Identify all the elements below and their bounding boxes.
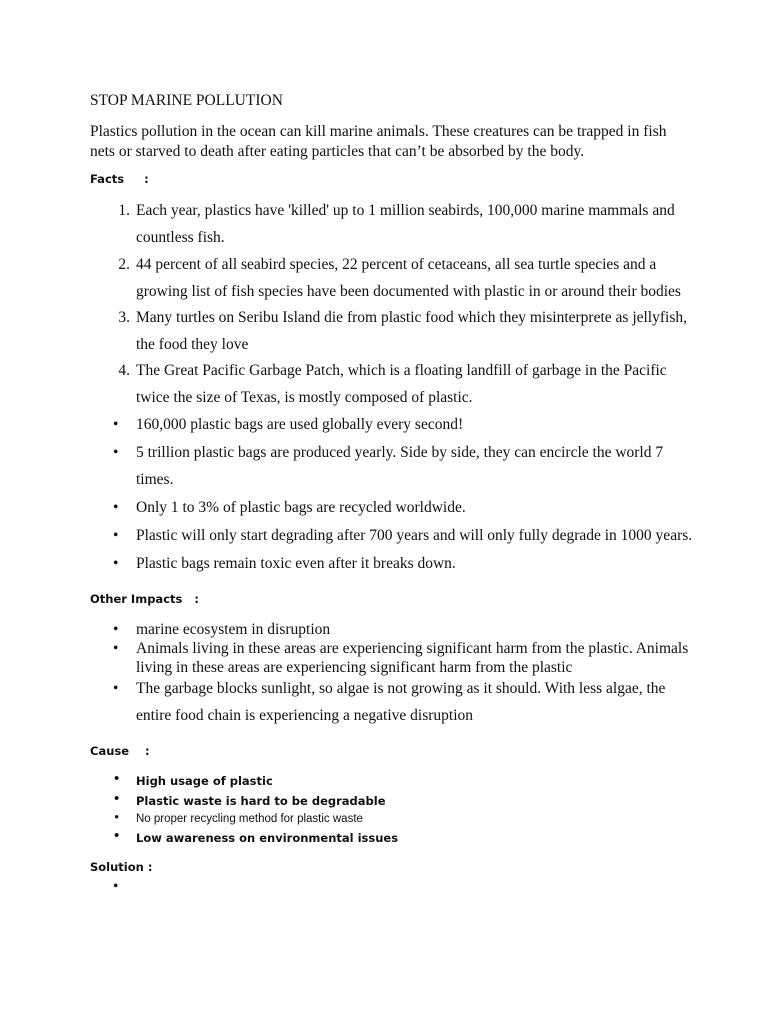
impact-item-1 — [113, 620, 696, 639]
bullet-icon: • — [113, 444, 119, 461]
fact-item-3 — [118, 304, 696, 358]
intro-paragraph: Plastics pollution in the ocean can kill marine animals. These creatures can be trapped in fish nets or starved to death after eating particles that can’t be absorbed by the body. — [90, 123, 667, 160]
fact-bullet-5 — [113, 550, 696, 577]
fact-bullet-1 — [113, 411, 696, 438]
cause-heading: Cause : — [90, 744, 150, 758]
bullet-icon: • — [113, 640, 119, 657]
fact-text: Many turtles on Seribu Island die from plastic food which they misinterprete as jellyfish, the food they love — [136, 309, 687, 353]
bullet-icon: • — [113, 499, 119, 516]
fact-item-4 — [118, 357, 696, 411]
bullet-text: High usage of plastic — [136, 774, 273, 788]
fact-text: The Great Pacific Garbage Patch, which is a floating landfill of garbage in the Pacific twice the size of Texas, is mostly composed of plastic. — [136, 362, 667, 406]
fact-text: Each year, plastics have 'killed' up to 1 million seabirds, 100,000 marine mammals and countless fish. — [136, 202, 675, 246]
other-impacts-heading: Other Impacts : — [90, 592, 199, 606]
facts-heading: Facts : — [90, 172, 149, 186]
bullet-text: Low awareness on environmental issues — [136, 831, 399, 845]
bullet-icon: • — [114, 810, 120, 826]
fact-bullet-3 — [113, 494, 696, 521]
bullet-icon: • — [113, 680, 119, 697]
fact-item-2 — [118, 251, 696, 305]
cause-item-4 — [114, 828, 399, 845]
bullet-icon: • — [114, 771, 120, 787]
bullet-text: No proper recycling method for plastic waste — [136, 813, 363, 825]
cause-item-2 — [114, 791, 386, 808]
bullet-icon: • — [114, 828, 120, 844]
fact-bullet-4 — [113, 522, 696, 549]
fact-bullet-2 — [113, 439, 696, 493]
bullet-text: The garbage blocks sunlight, so algae is not growing as it should. With less algae, the entire food chain is experiencing a negative disruption — [136, 680, 666, 724]
bullet-icon: • — [113, 555, 119, 572]
bullet-icon: • — [113, 416, 119, 433]
bullet-text: marine ecosystem in disruption — [136, 621, 331, 638]
list-number: 4. — [118, 362, 130, 379]
bullet-icon: • — [113, 527, 119, 544]
bullet-text: Plastic will only start degrading after 700 years and will only fully degrade in 1000 years. — [136, 527, 693, 544]
list-number: 2. — [118, 256, 130, 273]
solution-heading: Solution : — [90, 860, 153, 874]
fact-text: 44 percent of all seabird species, 22 percent of cetaceans, all sea turtle species and a growing list of fish species have been documented with plastic in or around their bodies — [136, 256, 681, 300]
cause-item-3 — [114, 810, 363, 826]
bullet-text: Animals living in these areas are experiencing significant harm from the plastic. Animals living in these areas are experiencing significant harm from the plastic — [136, 640, 689, 676]
bullet-text: 5 trillion plastic bags are produced yearly. Side by side, they can encircle the world 7 times. — [136, 444, 664, 488]
document-title: STOP MARINE POLLUTION — [90, 92, 283, 109]
impact-item-3 — [113, 675, 696, 729]
list-number: 1. — [118, 202, 130, 219]
fact-item-1 — [118, 197, 696, 251]
bullet-text: Plastic waste is hard to be degradable — [136, 794, 386, 808]
impact-item-2 — [113, 639, 696, 677]
bullet-icon: • — [113, 878, 119, 895]
bullet-icon: • — [114, 791, 120, 807]
bullet-text: Only 1 to 3% of plastic bags are recycled worldwide. — [136, 499, 466, 516]
bullet-text: 160,000 plastic bags are used globally every second! — [136, 416, 464, 433]
list-number: 3. — [118, 309, 130, 326]
cause-item-1 — [114, 771, 273, 788]
bullet-text: Plastic bags remain toxic even after it breaks down. — [136, 555, 456, 572]
bullet-icon: • — [113, 621, 119, 638]
